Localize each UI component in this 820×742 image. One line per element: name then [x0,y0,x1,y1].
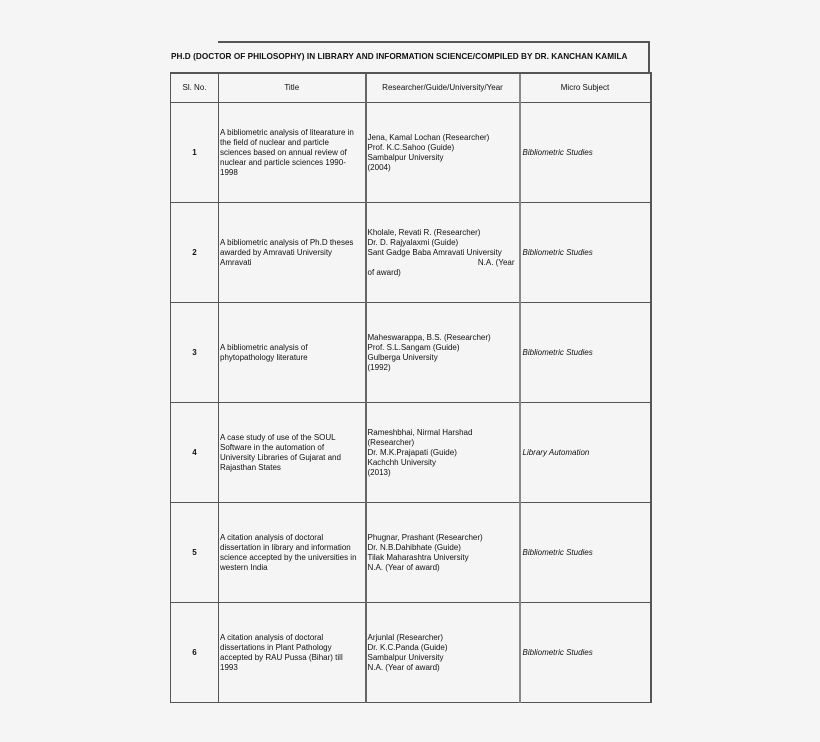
year: (2004) [367,162,391,172]
micro-subject-cell: Bibliometric Studies [520,303,651,403]
researcher-name: Phugnar, Prashant (Researcher) [367,532,483,542]
year-continued: of award) [367,267,401,277]
university-name: Tilak Maharashtra University [367,552,469,562]
researcher-name: Maheswarappa, B.S. (Researcher) [367,332,491,342]
document-title: PH.D (DOCTOR OF PHILOSOPHY) IN LIBRARY AND INFORMATION SCIENCE/COMPILED BY DR. KANCHAN KAMILA [171,52,628,61]
guide-name: Dr. D. Rajyalaxmi (Guide) [367,237,459,247]
table-row [171,303,651,403]
sl-no-cell: 5 [171,503,219,603]
micro-subject-cell: Bibliometric Studies [520,103,651,203]
researcher-cell [366,103,520,203]
table-row [171,503,651,603]
thesis-title-cell: A case study of use of the SOUL Software in the automation of University Libraries of Gujarat and Rajasthan States [219,403,366,503]
researcher-cell [366,503,520,603]
table-row [171,103,651,203]
researcher-name: Arjunlal (Researcher) [367,632,444,642]
university-name: Sambalpur University [367,652,444,662]
top-border-rule [218,41,649,43]
guide-name: Prof. K.C.Sahoo (Guide) [367,142,455,152]
sl-no-cell: 6 [171,603,219,703]
researcher-cell [366,203,520,303]
micro-subject-cell: Library Automation [520,403,651,503]
micro-subject-cell: Bibliometric Studies [520,503,651,603]
university-name: Sant Gadge Baba Amravati University [367,247,502,257]
table-row [171,603,651,703]
guide-name: Prof. S.L.Sangam (Guide) [367,342,460,352]
university-name: Sambalpur University [367,152,444,162]
guide-name: Dr. N.B.Dahibhate (Guide) [367,542,461,552]
micro-subject-cell: Bibliometric Studies [520,203,651,303]
university-name: Kachchh University [367,457,436,467]
thesis-title-cell: A bibliometric analysis of Ph.D theses awarded by Amravati University Amravati [219,203,366,303]
year: (2013) [367,467,391,477]
researcher-cell [366,403,520,503]
header-title: Title [219,73,366,103]
researcher-cell [366,603,520,703]
guide-name: Dr. K.C.Panda (Guide) [367,642,448,652]
table-row [171,403,651,503]
header-micro-subject: Micro Subject [520,73,651,103]
phd-theses-table [170,72,652,703]
right-border-rule [648,41,650,72]
researcher-cell [366,303,520,403]
year: N.A. (Year [477,257,515,267]
researcher-name: Rameshbhai, Nirmal Harshad [367,427,473,437]
researcher-role: (Researcher) [367,437,415,447]
year: (1992) [367,362,391,372]
year: N.A. (Year of award) [367,662,440,672]
year: N.A. (Year of award) [367,562,440,572]
researcher-name: Kholale, Revati R. (Researcher) [367,227,481,237]
thesis-title-cell: A bibliometric analysis of phytopathology literature [219,303,366,403]
table-row [171,203,651,303]
sl-no-cell: 1 [171,103,219,203]
thesis-title-cell: A citation analysis of doctoral dissertations in Plant Pathology accepted by RAU Pussa (Bihar) till 1993 [219,603,366,703]
sl-no-cell: 2 [171,203,219,303]
micro-subject-cell: Bibliometric Studies [520,603,651,703]
header-sl-no: Sl. No. [171,73,219,103]
sl-no-cell: 3 [171,303,219,403]
researcher-name: Jena, Kamal Lochan (Researcher) [367,132,490,142]
header-researcher: Researcher/Guide/University/Year [366,73,520,103]
thesis-title-cell: A bibliometric analysis of litearature in the field of nuclear and particle sciences based on annual review of nuclear and particle sciences 1990-1998 [219,103,366,203]
guide-name: Dr. M.K.Prajapati (Guide) [367,447,457,457]
university-name: Gulberga University [367,352,438,362]
sl-no-cell: 4 [171,403,219,503]
table-header-row [171,73,651,103]
thesis-title-cell: A citation analysis of doctoral dissertation in library and information science accepted by the universities in western India [219,503,366,603]
